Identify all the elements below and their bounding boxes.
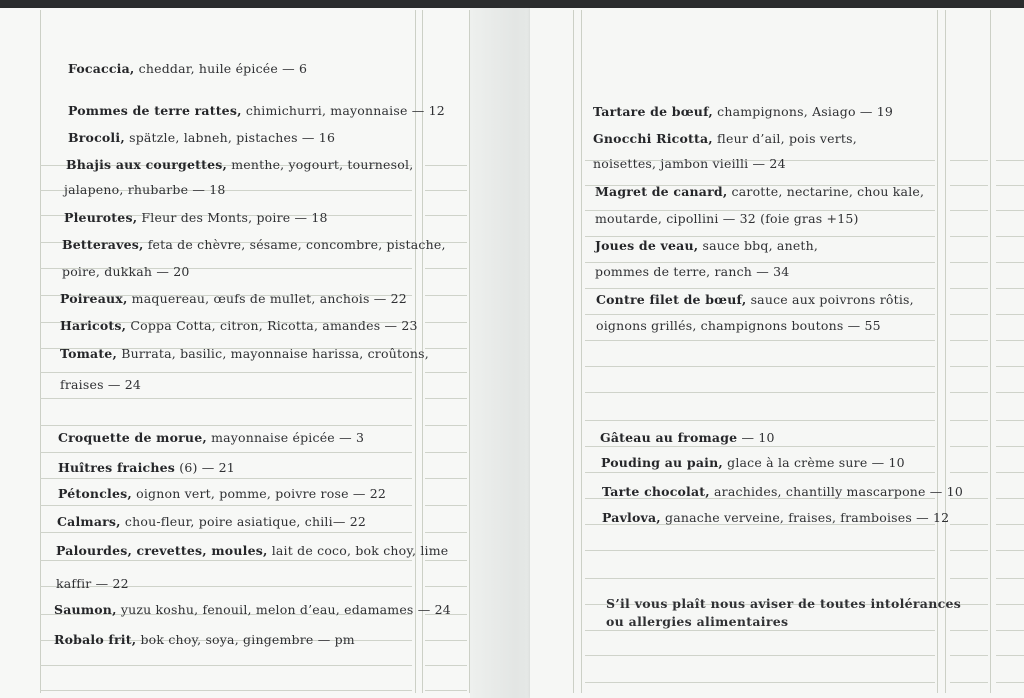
dish-name: Tartare de bœuf (593, 104, 709, 119)
ruled-line (950, 472, 988, 473)
dish-separator: , (708, 104, 713, 119)
dish-description: (6) — 21 (175, 460, 235, 475)
ruled-line (425, 640, 467, 641)
right-menu-line (593, 156, 786, 171)
dish-name: Gnocchi Ricotta (593, 131, 709, 146)
left-menu-line (56, 543, 448, 558)
dish-separator: , (741, 292, 747, 307)
dish-name: Gâteau au fromage (600, 430, 738, 445)
left-menu-line (64, 182, 226, 197)
right-menu-line (595, 264, 789, 279)
ruled-line (996, 366, 1024, 367)
left-menu-line (58, 430, 364, 445)
left-menu-line (60, 291, 407, 306)
dish-description: glace à la crème sure — 10 (722, 455, 905, 470)
left-menu-line (66, 157, 413, 172)
ruled-line (585, 472, 935, 473)
ruled-line (950, 340, 988, 341)
ruled-line (950, 578, 988, 579)
dish-separator: , (705, 484, 710, 499)
dish-name: Calmars (57, 514, 117, 529)
dish-separator: , (722, 184, 728, 199)
dish-separator: , (222, 157, 228, 172)
ruled-line (950, 682, 988, 683)
ruled-line (585, 236, 935, 237)
dish-separator: , (693, 238, 699, 253)
left-menu-line (54, 632, 355, 647)
ruled-line (996, 160, 1024, 161)
ruled-line (950, 420, 988, 421)
ruled-line (996, 630, 1024, 631)
allergy-notice (606, 595, 961, 631)
dish-description: chou-fleur, poire asiatique, chili— 22 (120, 514, 366, 529)
dish-separator: , (237, 103, 242, 118)
ruled-line (996, 314, 1024, 315)
left-menu-line (62, 237, 446, 252)
right-menu-line (600, 430, 775, 445)
ruled-line (425, 532, 467, 533)
dish-separator: , (112, 346, 118, 361)
dish-name: Croquette de morue (58, 430, 203, 445)
dish-description: Burrata, basilic, mayonnaise harissa, croûtons, (117, 346, 429, 361)
ruled-line (950, 160, 988, 161)
ruled-line (425, 586, 467, 587)
left-menu-line (54, 602, 451, 617)
right-menu-line (596, 292, 914, 307)
right-menu-line (596, 318, 881, 333)
dish-description: oignon vert, pomme, poivre rose — 22 (131, 486, 387, 501)
dish-description: sauce aux poivrons rôtis, (746, 292, 914, 307)
dish-description: fraises — 24 (60, 377, 142, 392)
ruled-line (40, 665, 412, 666)
ruled-line (996, 498, 1024, 499)
ruled-line (585, 288, 935, 289)
margin-line (937, 10, 938, 693)
ruled-line (40, 425, 412, 426)
left-menu-line (68, 61, 307, 76)
right-menu-line (593, 131, 857, 146)
ruled-line (585, 340, 935, 341)
ruled-line (996, 420, 1024, 421)
dish-name: Contre filet de bœuf (596, 292, 742, 307)
dish-description: kaffir — 22 (56, 576, 129, 591)
ruled-line (40, 478, 412, 479)
allergy-notice-line: S’il vous plaît nous aviser de toutes intolérances (606, 596, 962, 611)
right-menu-line (602, 510, 949, 525)
dish-separator: , (708, 131, 713, 146)
dish-description: bok choy, soya, gingembre — pm (136, 632, 355, 647)
ruled-line (996, 392, 1024, 393)
dish-description: noisettes, jambon vieilli — 24 (593, 156, 786, 171)
dish-description: chimichurri, mayonnaise — 12 (241, 103, 445, 118)
dish-description: mayonnaise épicée — 3 (206, 430, 365, 445)
dish-name: Joues de veau (595, 238, 694, 253)
left-menu-line (62, 264, 190, 279)
ruled-line (40, 560, 412, 561)
dish-description: poire, dukkah — 20 (62, 264, 190, 279)
dish-description: carotte, nectarine, chou kale, (727, 184, 925, 199)
dish-name: Betteraves (62, 237, 139, 252)
left-menu-line (68, 103, 445, 118)
ruled-line (425, 295, 467, 296)
ruled-line (585, 655, 935, 656)
left-menu-line (64, 210, 328, 225)
ruled-line (996, 340, 1024, 341)
ruled-line (425, 372, 467, 373)
ruled-line (425, 215, 467, 216)
dish-description: feta de chèvre, sésame, concombre, pistache, (143, 237, 446, 252)
dish-name: Pommes de terre rattes (68, 103, 238, 118)
ruled-line (950, 366, 988, 367)
dish-name: Pouding au pain (601, 455, 719, 470)
left-menu-line (60, 318, 418, 333)
right-menu-line (602, 484, 963, 499)
dish-name: Robalo frit (54, 632, 132, 647)
ruled-line (996, 236, 1024, 237)
left-menu-line (60, 346, 429, 361)
ruled-line (425, 505, 467, 506)
right-menu-line (595, 184, 924, 199)
ruled-line (425, 452, 467, 453)
ruled-line (996, 262, 1024, 263)
ruled-line (996, 604, 1024, 605)
ruled-line (950, 288, 988, 289)
ruled-line (950, 185, 988, 186)
ruled-line (425, 190, 467, 191)
dish-separator: , (112, 602, 117, 617)
dish-name: Pétoncles (58, 486, 128, 501)
margin-line (945, 10, 946, 693)
ruled-line (585, 682, 935, 683)
ruled-line (950, 446, 988, 447)
dish-description: — 10 (737, 430, 775, 445)
ruled-line (40, 532, 412, 533)
ruled-line (425, 690, 467, 691)
dish-description: moutarde, cipollini — 32 (foie gras +15) (595, 211, 859, 226)
dish-description: oignons grillés, champignons boutons — 55 (596, 318, 881, 333)
dish-name: Tomate (60, 346, 113, 361)
margin-line (469, 10, 470, 693)
ruled-line (950, 236, 988, 237)
ruled-line (996, 524, 1024, 525)
dish-description: cheddar, huile épicée — 6 (134, 61, 308, 76)
ruled-line (585, 578, 935, 579)
dish-separator: , (121, 318, 127, 333)
dish-description: pommes de terre, ranch — 34 (595, 264, 790, 279)
ruled-line (425, 478, 467, 479)
dish-name: Bhajis aux courgettes (66, 157, 223, 172)
ruled-line (996, 472, 1024, 473)
left-menu-line (56, 576, 129, 591)
ruled-line (585, 314, 935, 315)
ruled-line (425, 665, 467, 666)
left-menu-line (58, 460, 235, 475)
dish-separator: , (131, 632, 137, 647)
dish-description: yuzu koshu, fenouil, melon d’eau, edamames — 24 (116, 602, 451, 617)
dish-name: Huîtres fraiches (58, 460, 176, 475)
ruled-line (996, 655, 1024, 656)
ruled-line (425, 268, 467, 269)
left-menu-line (58, 486, 386, 501)
dish-description: jalapeno, rhubarbe — 18 (64, 182, 226, 197)
left-menu-line (57, 514, 366, 529)
ruled-line (40, 505, 412, 506)
margin-line (581, 10, 582, 693)
dish-description: menthe, yogourt, tournesol, (227, 157, 414, 172)
ruled-line (996, 578, 1024, 579)
dish-separator: , (262, 543, 268, 558)
ruled-line (996, 185, 1024, 186)
dish-name: Tarte chocolat (602, 484, 706, 499)
right-menu-line (601, 455, 905, 470)
ruled-line (425, 425, 467, 426)
dish-name: Brocoli (68, 130, 121, 145)
dish-description: arachides, chantilly mascarpone — 10 (709, 484, 963, 499)
ruled-line (425, 165, 467, 166)
dish-description: Coppa Cotta, citron, Ricotta, amandes — 23 (126, 318, 418, 333)
dish-separator: , (718, 455, 723, 470)
margin-line (573, 10, 574, 693)
margin-line (40, 10, 41, 693)
left-menu-line (68, 130, 335, 145)
dish-separator: , (122, 291, 128, 306)
dish-separator: , (656, 510, 661, 525)
ruled-line (40, 452, 412, 453)
dish-name: Palourdes, crevettes, moules (56, 543, 263, 558)
dish-description: sauce bbq, aneth, (698, 238, 819, 253)
dish-separator: , (120, 130, 125, 145)
ruled-line (585, 446, 935, 447)
ruled-line (996, 288, 1024, 289)
dish-description: ganache verveine, fraises, framboises — 12 (660, 510, 950, 525)
ruled-line (425, 322, 467, 323)
dish-description: maquereau, œufs de mullet, anchois — 22 (127, 291, 407, 306)
dish-separator: , (202, 430, 207, 445)
right-menu-line (593, 104, 893, 119)
dish-name: Magret de canard (595, 184, 723, 199)
dish-name: Pavlova (602, 510, 657, 525)
ruled-line (40, 372, 412, 373)
ruled-line (425, 560, 467, 561)
ruled-line (40, 690, 412, 691)
ruled-line (950, 262, 988, 263)
dish-name: Saumon (54, 602, 113, 617)
ruled-line (585, 366, 935, 367)
left-menu-line (60, 377, 141, 392)
ruled-line (996, 210, 1024, 211)
ruled-line (950, 524, 988, 525)
ruled-line (585, 262, 935, 263)
dish-name: Haricots (60, 318, 122, 333)
ruled-line (585, 550, 935, 551)
dish-separator: , (116, 514, 121, 529)
ruled-line (950, 655, 988, 656)
dish-separator: , (129, 61, 135, 76)
dish-description: champignons, Asiago — 19 (712, 104, 894, 119)
ruled-line (585, 420, 935, 421)
ruled-line (950, 210, 988, 211)
margin-line (990, 10, 991, 693)
dish-name: Focaccia (68, 61, 130, 76)
right-menu-line (595, 211, 859, 226)
ruled-line (996, 446, 1024, 447)
dish-description: fleur d’ail, pois verts, (712, 131, 857, 146)
dish-description: lait de coco, bok choy, lime (267, 543, 449, 558)
right-menu-line (595, 238, 818, 253)
dish-description: spätzle, labneh, pistaches — 16 (124, 130, 336, 145)
ruled-line (950, 392, 988, 393)
dish-name: Poireaux (60, 291, 123, 306)
dish-description: Fleur des Monts, poire — 18 (137, 210, 328, 225)
allergy-notice-line: ou allergies alimentaires (606, 614, 789, 629)
ruled-line (996, 682, 1024, 683)
ruled-line (425, 398, 467, 399)
ruled-line (425, 348, 467, 349)
dish-name: Pleurotes (64, 210, 133, 225)
ruled-line (996, 550, 1024, 551)
ruled-line (40, 398, 412, 399)
ruled-line (950, 314, 988, 315)
dish-separator: , (127, 486, 132, 501)
ruled-line (585, 392, 935, 393)
dish-separator: , (132, 210, 138, 225)
ruled-line (950, 550, 988, 551)
dish-separator: , (138, 237, 144, 252)
